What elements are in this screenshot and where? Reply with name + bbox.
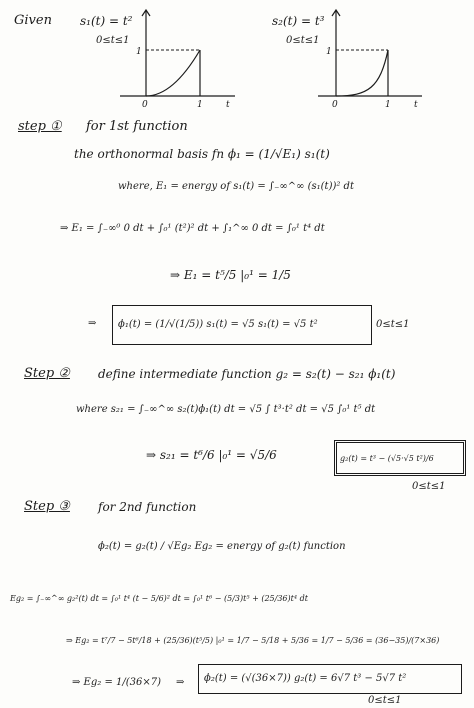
s2-curve: [336, 50, 388, 96]
phi1-range: 0≤t≤1: [376, 319, 410, 330]
step1-line4: ⇒ E₁ = t⁵/5 |₀¹ = 1/5: [170, 268, 291, 282]
s1-x-tick: 1: [197, 100, 203, 110]
s2-origin: 0: [332, 100, 338, 110]
implies-arrow-2: ⇒: [176, 677, 185, 688]
s1-definition: s₁(t) = t²: [80, 14, 133, 28]
phi2-result: ϕ₂(t) = (√(36×7)) g₂(t) = 6√7 t³ − 5√7 t²: [204, 673, 407, 684]
g2-range: 0≤t≤1: [412, 481, 446, 492]
s2-x-tick: 1: [385, 100, 391, 110]
step2-title: define intermediate function g₂ = s₂(t) − s₂₁ ϕ₁(t): [98, 367, 396, 381]
s1-origin: 0: [142, 100, 148, 110]
step1-heading: step ①: [18, 119, 62, 134]
s2-range: 0≤t≤1: [286, 35, 320, 46]
step3-line4: ⇒ Eg₂ = 1/(36×7): [72, 677, 162, 688]
s1-y-tick: 1: [136, 47, 142, 57]
implies-arrow-1: ⇒: [88, 318, 97, 329]
step2-line2: ⇒ s₂₁ = t⁶/6 |₀¹ = √5/6: [146, 448, 277, 462]
step3-title: for 2nd function: [98, 500, 197, 514]
given-label: Given: [14, 13, 52, 28]
step3-heading: Step ③: [24, 499, 70, 514]
s1-plot: [110, 8, 240, 108]
step3-line3: ⇒ Eg₂ = t⁷/7 − 5t⁶/18 + (25/36)(t⁵/5) |₀¹ = 1/7 − 5/18 + 5/36 = 1/7 − 5/36 = (36−35)/(7×36): [66, 636, 440, 645]
step1-line1: the orthonormal basis fn ϕ₁ = (1/√E₁) s₁(t): [74, 147, 330, 161]
g2-result: g₂(t) = t³ − (√5·√5 t²)/6: [340, 454, 434, 463]
s1-range: 0≤t≤1: [96, 35, 130, 46]
phi1-result: ϕ₁(t) = (1/√(1/5)) s₁(t) = √5 s₁(t) = √5 t²: [118, 319, 318, 330]
step2-heading: Step ②: [24, 366, 70, 381]
s2-definition: s₂(t) = t³: [272, 14, 325, 28]
step1-line3: ⇒ E₁ = ∫₋∞⁰ 0 dt + ∫₀¹ (t²)² dt + ∫₁^∞ 0 dt = ∫₀¹ t⁴ dt: [60, 223, 325, 234]
s2-y-tick: 1: [326, 47, 332, 57]
step3-line2: Eg₂ = ∫₋∞^∞ g₂²(t) dt = ∫₀¹ t⁴ (t − 5/6)² dt = ∫₀¹ t⁶ − (5/3)t⁵ + (25/36)t⁴ dt: [10, 594, 308, 603]
step1-line2: where, E₁ = energy of s₁(t) = ∫₋∞^∞ (s₁(t))² dt: [118, 181, 354, 192]
step1-title: for 1st function: [86, 119, 188, 134]
s1-curve: [146, 50, 200, 96]
s2-plot: [310, 8, 440, 108]
step2-line1: where s₂₁ = ∫₋∞^∞ s₂(t)ϕ₁(t) dt = √5 ∫ t³·t² dt = √5 ∫₀¹ t⁵ dt: [76, 404, 376, 415]
s2-x-axis-label: t: [414, 100, 418, 110]
step3-line1: ϕ₂(t) = g₂(t) / √Eg₂ Eg₂ = energy of g₂(t) function: [98, 541, 346, 552]
s1-x-axis-label: t: [226, 100, 230, 110]
phi2-range: 0≤t≤1: [368, 695, 402, 706]
